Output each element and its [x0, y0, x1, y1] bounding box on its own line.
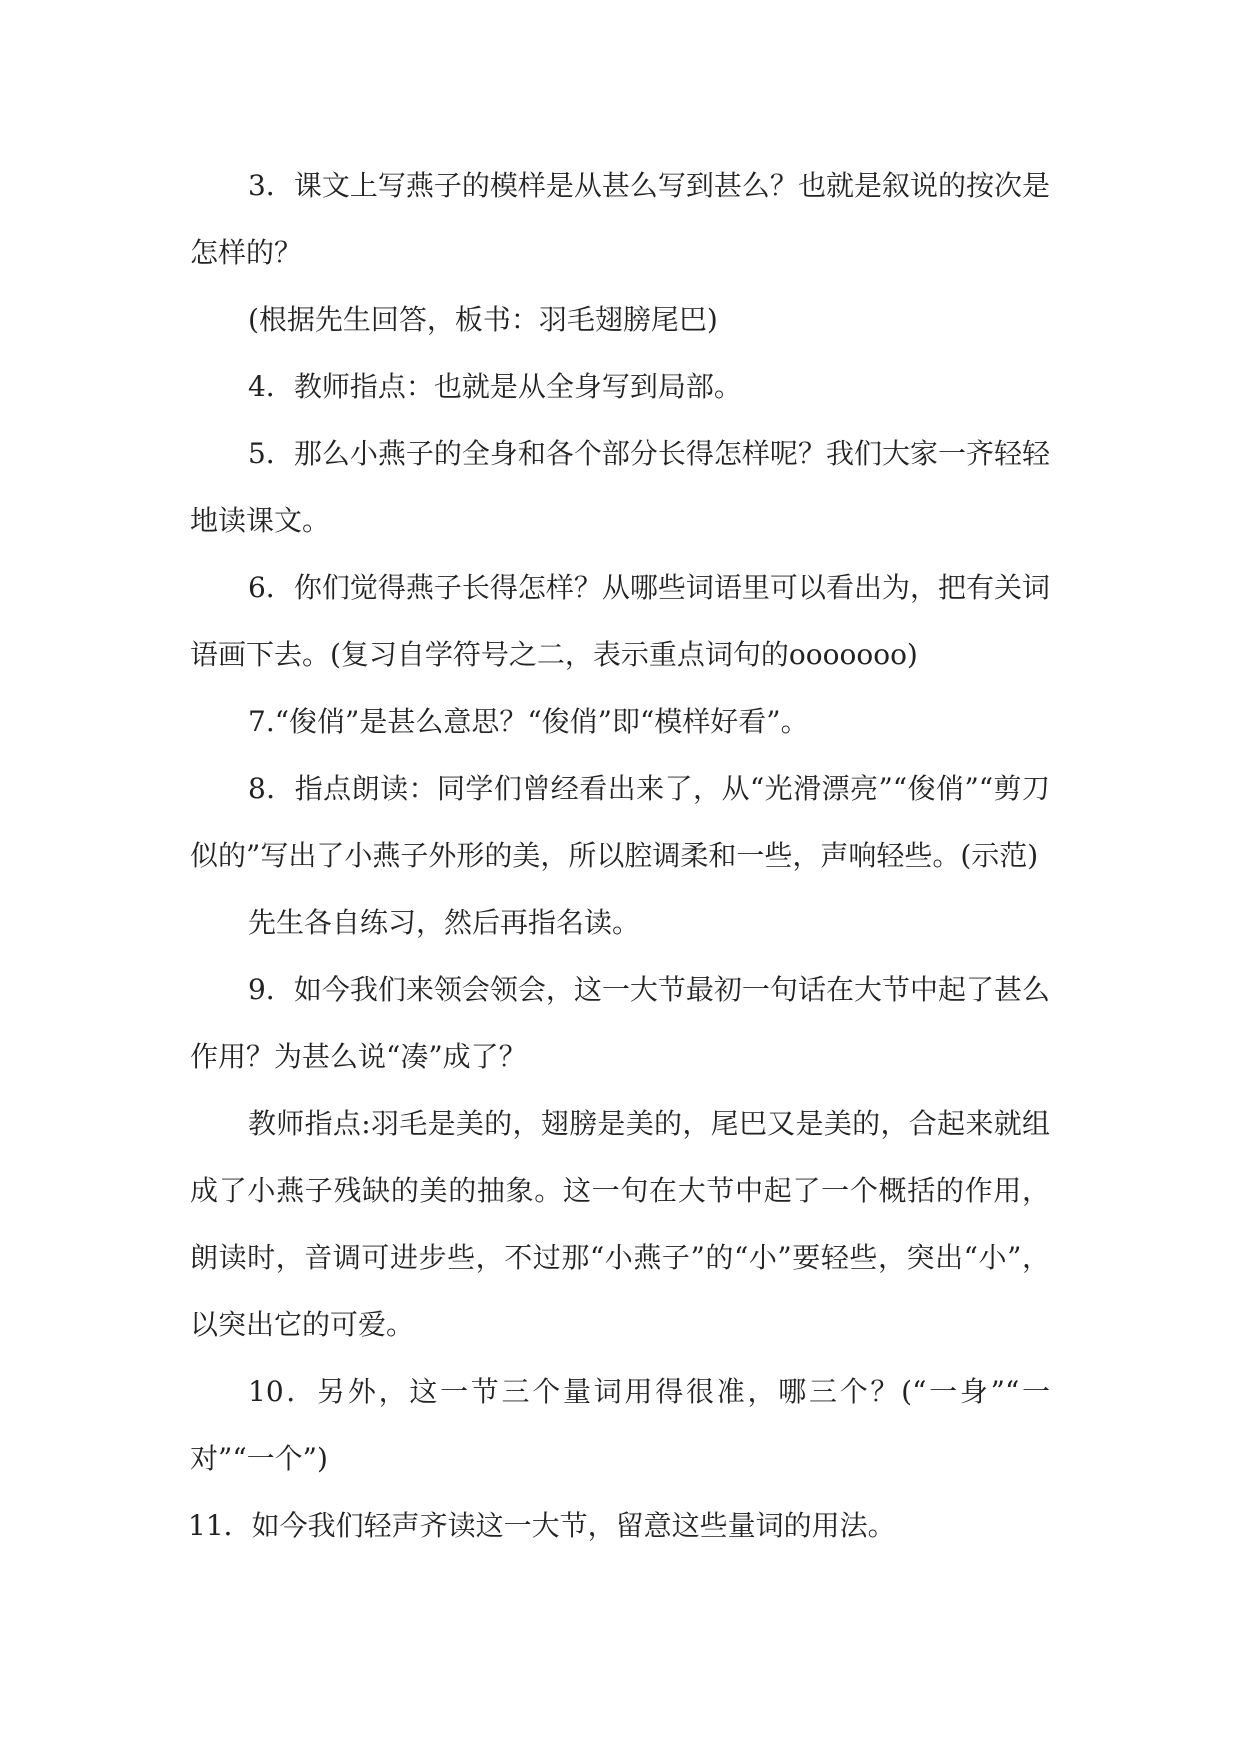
paragraph-item-7: 7.“俊俏”是甚么意思？“俊俏”即“模样好看”。 [248, 705, 809, 738]
paragraph-teacher-guidance: 教师指点:羽毛是美的，翅膀是美的，尾巴又是美的，合起来就组成了小燕子残缺的美的抽象。这一句在大节中起了一个概括的作用，朗读时，音调可进步些，不过那“小燕子”的“小”要轻些，突出“小”，以突出它的可爱。 [190, 1107, 1050, 1341]
paragraph-item-11: 11．如今我们轻声齐读这一大节，留意这些量词的用法。 [188, 1509, 896, 1542]
paragraph-item-5: 5．那么小燕子的全身和各个部分长得怎样呢？我们大家一齐轻轻地读课文。 [190, 437, 1050, 537]
document-body [190, 152, 1050, 1559]
paragraph-item-6: 6．你们觉得燕子长得怎样？从哪些词语里可以看出为，把有关词语画下去。(复习自学符号之二，表示重点词句的ooooooo) [190, 571, 1050, 671]
paragraph-item-9: 9．如今我们来领会领会，这一大节最初一句话在大节中起了甚么作用？为甚么说“凑”成了？ [190, 973, 1050, 1073]
paragraph-item-4: 4．教师指点：也就是从全身写到局部。 [248, 370, 742, 403]
paragraph-item-8: 8．指点朗读：同学们曾经看出来了，从“光滑漂亮”“俊俏”“剪刀似的”写出了小燕子外形的美，所以腔调柔和一些，声响轻些。(示范) [190, 772, 1050, 872]
paragraph-item-3: 3．课文上写燕子的模样是从甚么写到甚么？也就是叙说的按次是怎样的？ [190, 169, 1050, 269]
paragraph-board-note: (根据先生回答，板书：羽毛翅膀尾巴) [248, 303, 718, 336]
paragraph-practice: 先生各自练习，然后再指名读。 [248, 906, 641, 939]
paragraph-item-10: 10．另外，这一节三个量词用得很准，哪三个？(“一身”“一对”“一个”) [190, 1375, 1050, 1475]
